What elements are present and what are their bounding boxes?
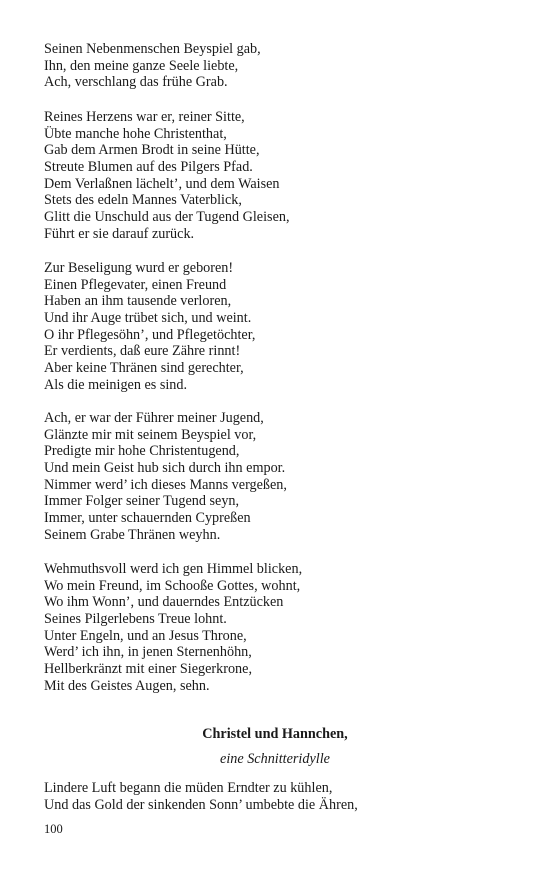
verse-line: Immer, unter schauernden Cypreßen bbox=[44, 510, 251, 527]
verse-line: Ach, verschlang das frühe Grab. bbox=[44, 74, 228, 91]
verse-line: Lindere Luft begann die müden Erndter zu kühlen, bbox=[44, 780, 333, 796]
verse-line: Und das Gold der sinkenden Sonn’ umbebte die Ähren, bbox=[44, 796, 358, 813]
poem-subtitle: eine Schnitteridylle bbox=[220, 751, 330, 767]
verse-line: Hellberkränzt mit einer Siegerkrone, bbox=[44, 661, 252, 678]
verse-line: Seinem Grabe Thränen weyhn. bbox=[44, 526, 221, 543]
verse-line: Zur Beseligung wurd er geboren! bbox=[44, 260, 234, 276]
verse-line: Stets des edeln Mannes Vaterblick, bbox=[44, 192, 242, 209]
verse-line: Wehmuthsvoll werd ich gen Himmel blicken, bbox=[44, 561, 303, 577]
verse-line: Unter Engeln, und an Jesus Throne, bbox=[44, 627, 247, 644]
verse-line: Seinen Nebenmenschen Beyspiel gab, bbox=[44, 41, 261, 57]
stanza-2 bbox=[44, 109, 514, 243]
verse-line: Ach, er war der Führer meiner Jugend, bbox=[44, 410, 264, 426]
verse-line: Aber keine Thränen sind gerechter, bbox=[44, 360, 244, 377]
verse-line: Glänzte mir mit seinem Beyspiel vor, bbox=[44, 426, 257, 443]
stanza-5 bbox=[44, 561, 514, 695]
verse-line: Wo mein Freund, im Schooße Gottes, wohnt, bbox=[44, 577, 301, 594]
verse-line: Ihn, den meine ganze Seele liebte, bbox=[44, 57, 239, 74]
verse-line: Reines Herzens war er, reiner Sitte, bbox=[44, 109, 245, 125]
verse-line: Streute Blumen auf des Pilgers Pfad. bbox=[44, 159, 253, 176]
verse-line: Einen Pflegevater, einen Freund bbox=[44, 276, 227, 293]
verse-line: O ihr Pflegesöhn’, und Pflegetöchter, bbox=[44, 326, 256, 343]
stanza-4 bbox=[44, 410, 514, 544]
verse-line: Glitt die Unschuld aus der Tugend Gleisen, bbox=[44, 209, 290, 226]
verse-line: Mit des Geistes Augen, sehn. bbox=[44, 677, 210, 694]
verse-line: Seines Pilgerlebens Treue lohnt. bbox=[44, 611, 227, 628]
verse-line: Übte manche hohe Christenthat, bbox=[44, 125, 227, 142]
verse-line: Und mein Geist hub sich durch ihn empor. bbox=[44, 460, 286, 477]
verse-line: Er verdients, daß eure Zähre rinnt! bbox=[44, 343, 241, 360]
verse-line: Nimmer werd’ ich dieses Manns vergeßen, bbox=[44, 476, 287, 493]
page-number: 100 bbox=[44, 822, 63, 836]
verse-line: Gab dem Armen Brodt in seine Hütte, bbox=[44, 142, 260, 159]
verse-line: Predigte mir hohe Christentugend, bbox=[44, 443, 240, 460]
verse-line: Und ihr Auge trübet sich, und weint. bbox=[44, 310, 252, 327]
verse-line: Als die meinigen es sind. bbox=[44, 376, 188, 393]
stanza-3 bbox=[44, 260, 514, 394]
stanza-1 bbox=[44, 41, 514, 91]
poem-title: Christel und Hannchen, bbox=[202, 726, 348, 742]
verse-line: Führt er sie darauf zurück. bbox=[44, 225, 195, 242]
opening-stanza bbox=[44, 780, 514, 813]
verse-line: Wo ihm Wonn’, und dauerndes Entzücken bbox=[44, 594, 284, 611]
verse-line: Werd’ ich ihn, in jenen Sternenhöhn, bbox=[44, 644, 252, 661]
verse-line: Dem Verlaßnen lächelt’, und dem Waisen bbox=[44, 175, 280, 192]
verse-line: Immer Folger seiner Tugend seyn, bbox=[44, 493, 240, 510]
verse-line: Haben an ihm tausende verloren, bbox=[44, 293, 232, 310]
